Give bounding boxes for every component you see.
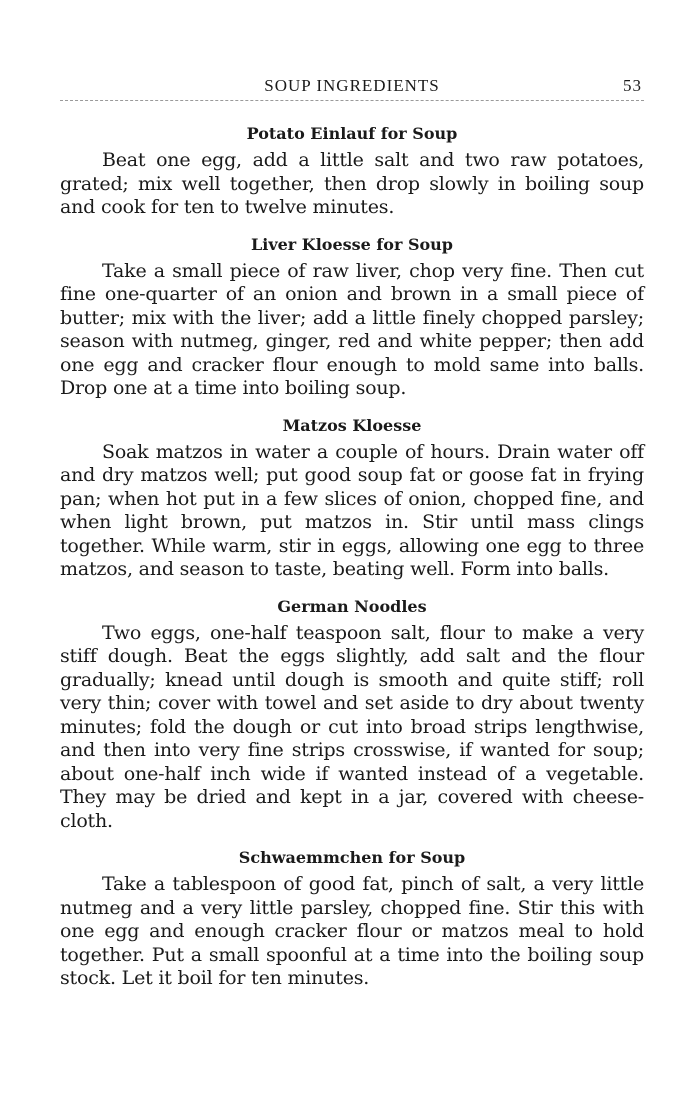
recipe-title: German Noodles [277, 596, 427, 616]
recipe-body: Beat one egg, add a little salt and two raw potatoes, grated; mix well together, then drop slowly in boiling soup and cook for ten to twelve minutes. [60, 149, 644, 218]
recipe-title: Potato Einlauf for Soup [246, 124, 458, 143]
recipe-liver-kloesse [60, 234, 644, 401]
recipe-body: Two eggs, one-half teaspoon salt, flour to make a very stiff dough. Beat the eggs slightly, add salt and the flour gradually; knead until dough is smooth and quite stiff; roll very thin; cover with towel and set aside to dry about twenty minutes; fold the dough or cut into broad strips lengthwise, and then into very fine strips crosswise, if wanted for soup; about one-half inch wide if wanted instead of a vegetable. They may be dried and kept in a jar, covered with cheese-cloth. [60, 621, 644, 832]
recipe-schwaemmchen [60, 847, 644, 991]
recipe-matzos-kloesse [60, 415, 644, 582]
recipe-title: Schwaemmchen for Soup [238, 848, 466, 867]
recipe-potato-einlauf [60, 123, 644, 220]
recipe-body: Soak matzos in water a couple of hours. Drain water off and dry matzos well; put good soup fat or goose fat in frying pan; when hot put in a few slices of onion, chopped fine, and when light brown, put matzos in. Stir until mass clings together. While warm, stir in eggs, allowing one egg to three matzos, and season to taste, beating well. Form into balls. [60, 440, 644, 580]
page-number: 53 [623, 76, 642, 95]
recipe-title: Liver Kloesse for Soup [250, 234, 453, 254]
book-page [60, 70, 644, 991]
recipe-title: Matzos Kloesse [282, 415, 422, 435]
running-header [60, 70, 644, 101]
recipe-body: Take a tablespoon of good fat, pinch of salt, a very little nutmeg and a very little parsley, chopped fine. Stir this with one egg and enough cracker flour or matzos meal to hold together. Put a small spoonful at a time into the boiling soup stock. Let it boil for ten minutes. [60, 873, 644, 989]
recipe-german-noodles [60, 596, 644, 834]
running-title: SOUP INGREDIENTS [264, 76, 440, 95]
recipe-body: Take a small piece of raw liver, chop very fine. Then cut fine one-quarter of an onion and brown in a small piece of butter; mix with the liver; add a little finely chopped parsley; season with nutmeg, ginger, red and white pepper; then add one egg and cracker flour enough to mold same into balls. Drop one at a time into boiling soup. [60, 259, 644, 399]
